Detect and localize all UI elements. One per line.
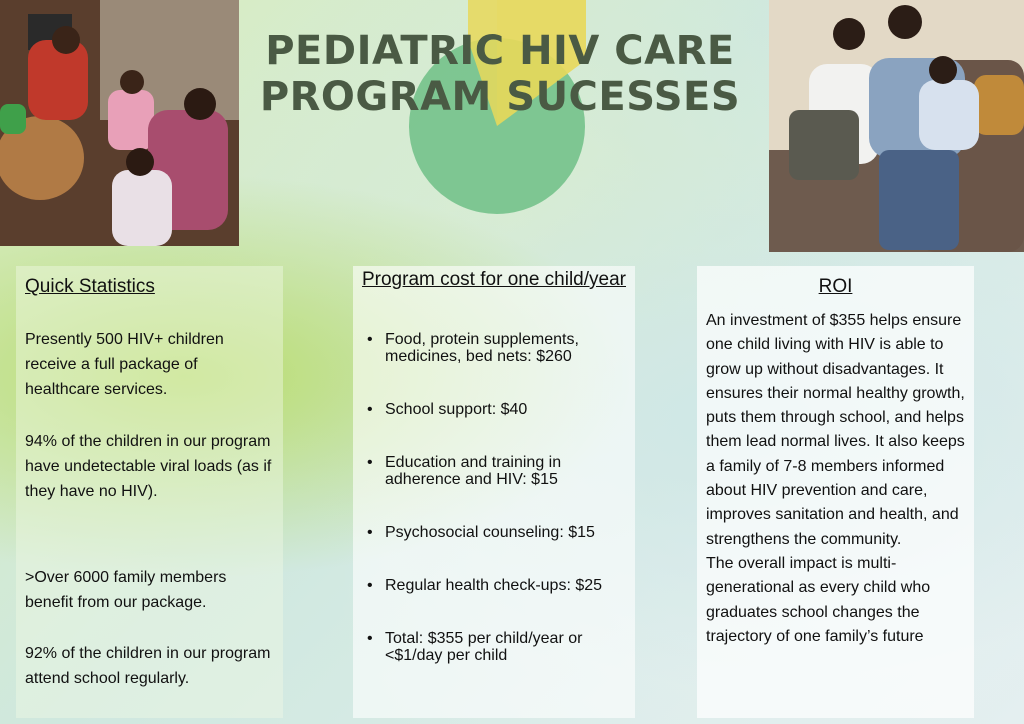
photo-caregiver-with-children <box>0 0 239 246</box>
cost-total: • Total: $355 per child/year or <$1/day per child <box>367 630 629 664</box>
stat-item: >Over 6000 family members benefit from our package. <box>25 569 227 611</box>
cost-item: • Regular health check-ups: $25 <box>367 577 629 594</box>
program-cost-panel <box>353 266 635 718</box>
quick-statistics-heading: Quick Statistics <box>25 276 155 297</box>
cost-item: • School support: $40 <box>367 401 629 418</box>
roi-text <box>706 309 968 649</box>
cost-item: • Education and training in adherence and HIV: $15 <box>367 454 629 488</box>
stat-item: Presently 500 HIV+ children receive a full package of healthcare services. <box>25 331 224 398</box>
page-title <box>240 28 760 120</box>
roi-panel <box>697 266 974 718</box>
page-title-line1: PEDIATRIC HIV CARE <box>265 28 735 74</box>
stat-item: 92% of the children in our program attend school regularly. <box>25 645 271 687</box>
page-title-line2: PROGRAM SUCESSES <box>259 74 741 120</box>
stat-item: 94% of the children in our program have undetectable viral loads (as if they have no HIV). <box>25 433 272 500</box>
cost-item: • Food, protein supplements, medicines, bed nets: $260 <box>367 331 629 365</box>
quick-statistics-panel <box>16 266 283 718</box>
photo-family-on-couch <box>769 0 1024 252</box>
program-cost-heading: Program cost for one child/year <box>361 269 626 290</box>
cost-item: • Psychosocial counseling: $15 <box>367 524 629 541</box>
roi-paragraph: An investment of $355 helps ensure one child living with HIV is able to grow up without disadvantages. It ensures their normal healthy growth, puts them through school, and helps them lead normal lives. It also keeps a family of 7-8 members informed about HIV prevention and care, improves sanitation and health, and strengthens the community. <box>706 312 965 548</box>
roi-heading: ROI <box>818 276 853 297</box>
roi-paragraph: The overall impact is multi-generational as every child who graduates school changes the trajectory of one family’s future <box>706 554 931 645</box>
cost-list <box>367 331 629 700</box>
